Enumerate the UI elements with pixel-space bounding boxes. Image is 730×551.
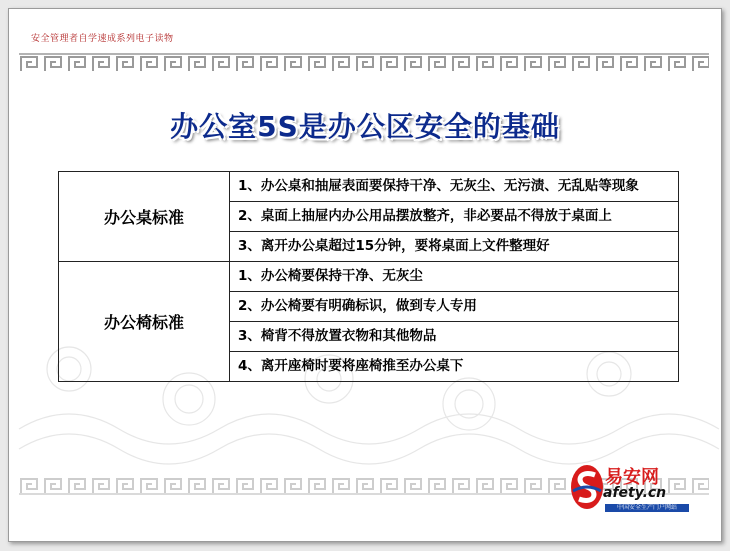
logo-name: 易安网 — [605, 467, 659, 488]
chair-item-2: 2、办公椅要有明确标识，做到专人专用 — [230, 292, 679, 322]
series-header: 安全管理者自学速成系列电子读物 — [31, 34, 174, 44]
table-row — [59, 262, 679, 292]
site-logo — [569, 461, 699, 517]
top-fret-border — [19, 53, 709, 73]
desk-item-2: 2、桌面上抽屉内办公用品摆放整齐，非必要品不得放于桌面上 — [230, 202, 679, 232]
category-chair: 办公椅标准 — [59, 262, 230, 382]
page-title: 办公室5S是办公区安全的基础 — [170, 110, 560, 143]
chair-item-3: 3、椅背不得放置衣物和其他物品 — [230, 322, 679, 352]
chair-item-4: 4、离开座椅时要将座椅推至办公桌下 — [230, 352, 679, 382]
standards-table — [58, 171, 679, 382]
chair-item-1: 1、办公椅要保持干净、无灰尘 — [230, 262, 679, 292]
table-row — [59, 172, 679, 202]
logo-url: afety.cn — [603, 485, 667, 501]
desk-item-3: 3、离开办公桌超过15分钟，要将桌面上文件整理好 — [230, 232, 679, 262]
desk-item-1: 1、办公桌和抽屉表面要保持干净、无灰尘、无污渍、无乱贴等现象 — [230, 172, 679, 202]
logo-s-icon — [569, 461, 605, 513]
logo-tagline: 中国安全生产门户网站 — [605, 504, 689, 512]
category-desk: 办公桌标准 — [59, 172, 230, 262]
